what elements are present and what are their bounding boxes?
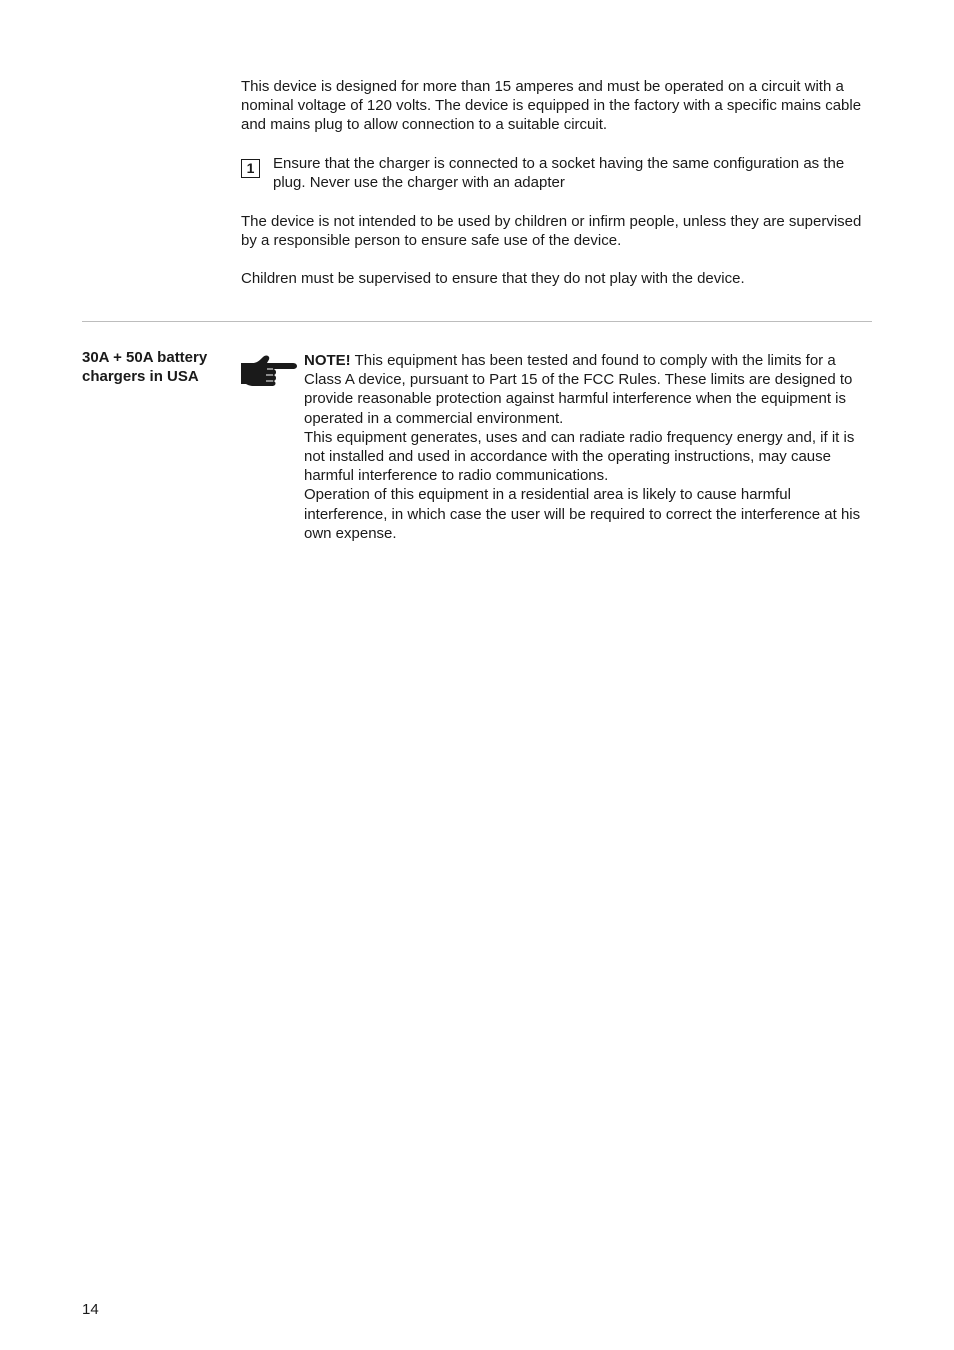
fcc-note (304, 351, 872, 543)
fcc-note-text-1: This equipment has been tested and found to comply with the limits for a Class A device, pursuant to Part 15 of the FCC Rules. These limits are designed to provide reasonable protection against harmful interference when the equipment is operated in a commercial environment. (304, 352, 853, 427)
fcc-note-paragraph-1 (304, 351, 872, 428)
section-heading-line-1: 30A + 50A battery (82, 349, 208, 366)
section-heading (82, 348, 232, 386)
note-label: NOTE! (304, 352, 351, 369)
intro-paragraph: This device is designed for more than 15 amperes and must be operated on a circuit with a nominal voltage of 120 volts. The device is equipped in the factory with a specific mains cable and mains plug to allow connection to a suitable circuit. (241, 78, 862, 134)
page-number: 14 (82, 1301, 99, 1318)
children-warning-paragraph: The device is not intended to be used by children or infirm people, unless they are supervised by a responsible person to ensure safe use of the device. (241, 213, 862, 250)
children-supervision-paragraph: Children must be supervised to ensure that they do not play with the device. (241, 270, 745, 287)
fcc-note-paragraph-2: This equipment generates, uses and can radiate radio frequency energy and, if it is not installed and used in accordance with the operating instructions, may cause harmful interference to radio communications. (304, 428, 855, 485)
section-heading-line-2: chargers in USA (82, 368, 199, 386)
section-divider (82, 321, 872, 322)
step-instruction: Ensure that the charger is connected to a socket having the same configuration as the plug. Never use the charger with an adapter (273, 155, 845, 192)
step-number-box: 1 (241, 159, 260, 178)
pointing-hand-icon (240, 354, 297, 387)
fcc-note-paragraph-3: Operation of this equipment in a residential area is likely to cause harmful interference, in which case the user will be required to correct the interference at his own expense. (304, 486, 861, 542)
